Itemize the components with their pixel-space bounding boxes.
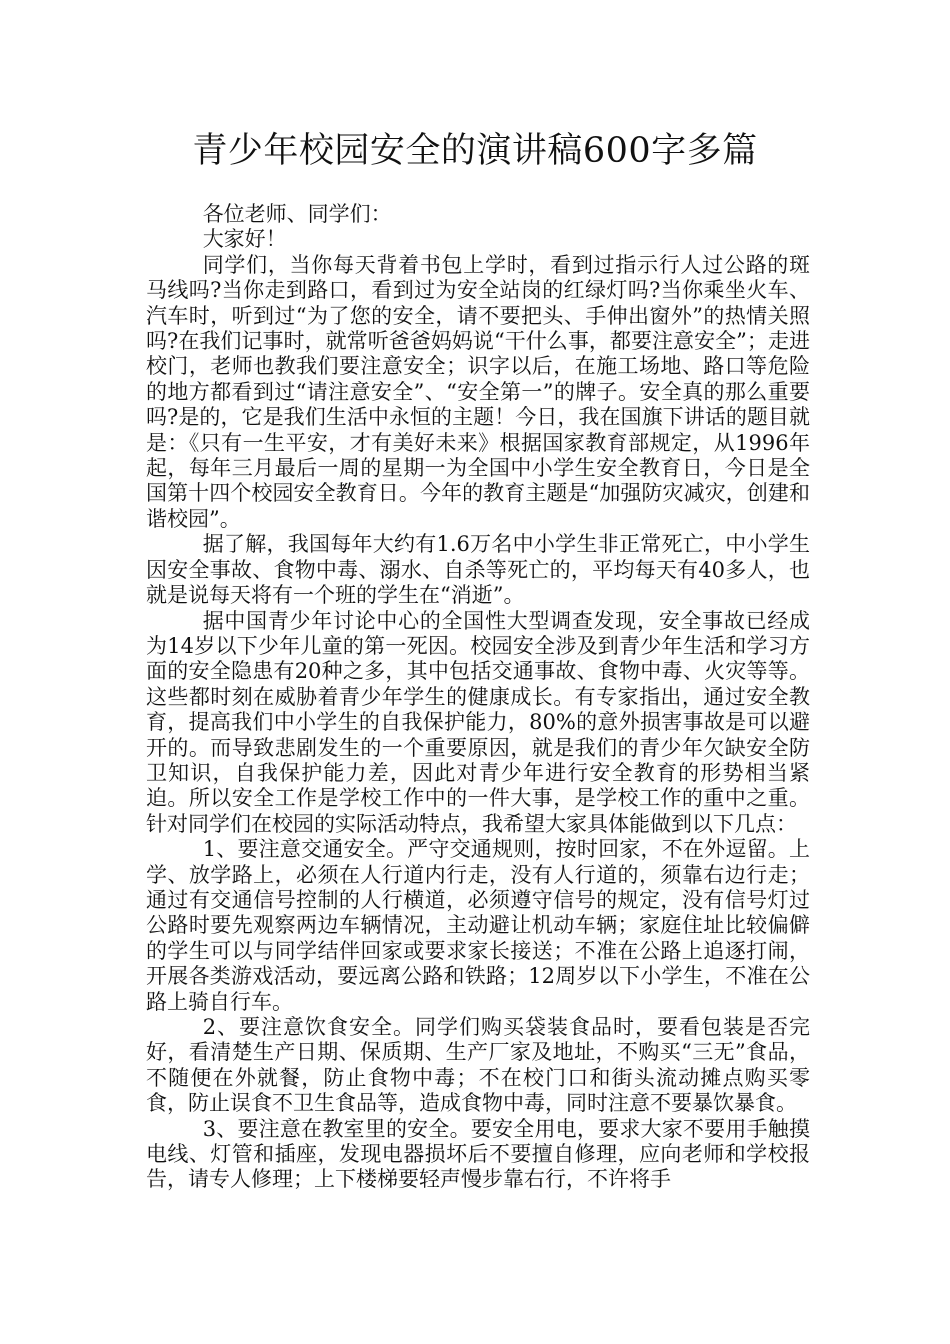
document-title: 青少年校园安全的演讲稿600字多篇 bbox=[192, 131, 758, 171]
paragraph-intro: 同学们，当你每天背着书包上学时，看到过指示行人过公路的斑马线吗?当你走到路口，看到过为安全站岗的红绿灯吗?当你乘坐火车、汽车时，听到过“为了您的安全，请不要把头、手伸出窗外”的热情关照吗?在我们记事时，就常听爸爸妈妈说“干什么事，都要注意安全”；走进校门，老师也教我们要注意安全；识字以后，在施工场地、路口等危险的地方都看到过“请注意安全”、“安全第一”的牌子。安全真的那么重要吗?是的，它是我们生活中永恒的主题！今日，我在国旗下讲话的题目就是：《只有一生平安，才有美好未来》根据国家教育部规定，从1996年起，每年三月最后一周的星期一为全国中小学生安全教育日，今日是全国第十四个校园安全教育日。今年的教育主题是“加强防灾减灾，创建和谐校园”。 bbox=[146, 252, 810, 531]
paragraph-food-safety: 2、要注意饮食安全。同学们购买袋装食品时，要看包装是否完好，看清楚生产日期、保质期、生产厂家及地址，不购买“三无”食品，不随便在外就餐，防止食物中毒；不在校门口和街头流动摊点购买零食，防止误食不卫生食品等，造成食物中毒，同时注意不要暴饮暴食。 bbox=[146, 1015, 810, 1116]
paragraph-traffic-safety: 1、要注意交通安全。严守交通规则，按时回家，不在外逗留。上学、放学路上，必须在人行道内行走，没有人行道的，须靠右边行走；通过有交通信号控制的人行横道，必须遵守信号的规定，没有信号灯过公路时要先观察两边车辆情况，主动避让机动车辆；家庭住址比较偏僻的学生可以与同学结伴回家或要求家长接送；不准在公路上追逐打闹，开展各类游戏活动，要远离公路和铁路；12周岁以下小学生，不准在公路上骑自行车。 bbox=[146, 837, 810, 1014]
paragraph-statistics: 据了解，我国每年大约有1.6万名中小学生非正常死亡，中小学生因安全事故、食物中毒、溺水、自杀等死亡的，平均每天有40多人，也就是说每天将有一个班的学生在“消逝”。 bbox=[146, 532, 810, 608]
document-body bbox=[146, 202, 810, 1193]
paragraph-classroom-safety: 3、要注意在教室里的安全。要安全用电，要求大家不要用手触摸电线、灯管和插座，发现电器损坏后不要擅自修理，应向老师和学校报告，请专人修理；上下楼梯要轻声慢步靠右行，不许将手 bbox=[146, 1116, 810, 1192]
greeting: 大家好！ bbox=[202, 227, 287, 252]
salutation: 各位老师、同学们： bbox=[202, 202, 392, 226]
paragraph-survey: 据中国青少年讨论中心的全国性大型调查发现，安全事故已经成为14岁以下少年儿童的第一死因。校园安全涉及到青少年生活和学习方面的安全隐患有20种之多，其中包括交通事故、食物中毒、火灾等等。这些都时刻在威胁着青少年学生的健康成长。有专家指出，通过安全教育，提高我们中小学生的自我保护能力，80%的意外损害事故是可以避开的。而导致悲剧发生的一个重要原因，就是我们的青少年欠缺安全防卫知识，自我保护能力差，因此对青少年进行安全教育的形势相当紧迫。所以安全工作是学校工作中的一件大事，是学校工作的重中之重。针对同学们在校园的实际活动特点，我希望大家具体能做到以下几点： bbox=[146, 608, 810, 836]
